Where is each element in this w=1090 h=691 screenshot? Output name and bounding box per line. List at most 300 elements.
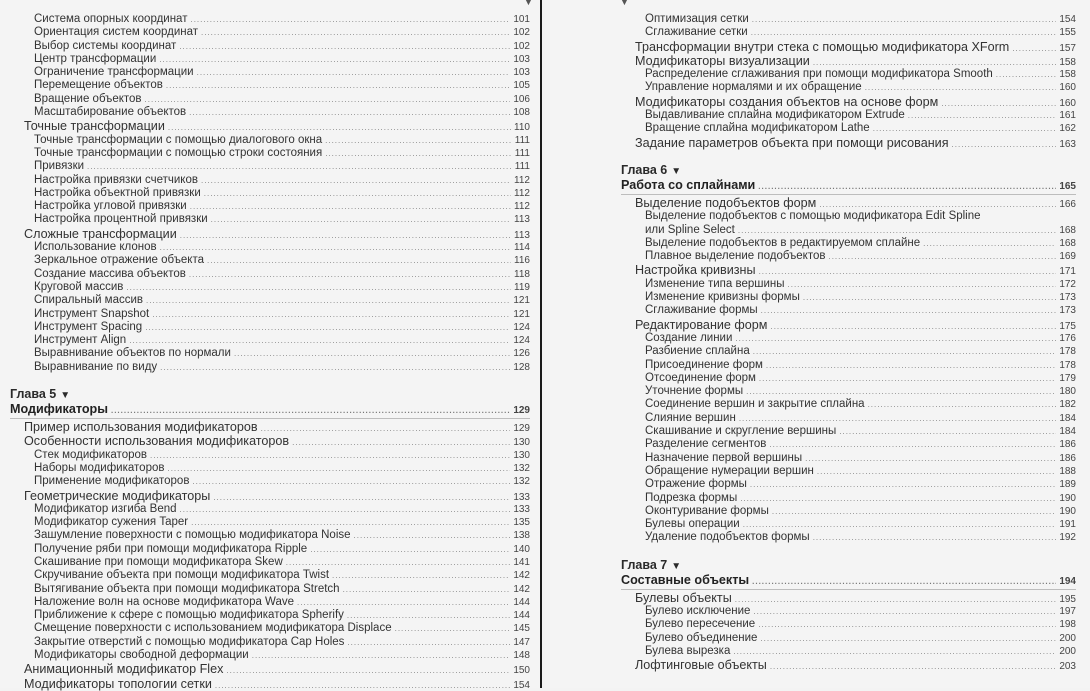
- dot-leader: [788, 278, 1057, 291]
- toc-subsection-row: [621, 531, 1076, 544]
- toc-entry-title: Выравнивание по виду: [34, 360, 158, 373]
- dot-leader: [766, 359, 1056, 372]
- toc-page-number: 154: [1059, 14, 1076, 25]
- toc-subsection-row: [621, 122, 1076, 135]
- dot-leader: [310, 543, 510, 556]
- dot-leader: [146, 294, 510, 307]
- toc-entry-title: Приближение к сфере с помощью модификатора Spherify: [34, 609, 344, 622]
- toc-page-number: 124: [513, 335, 530, 347]
- dot-leader: [769, 438, 1056, 451]
- toc-page-number: 166: [1059, 198, 1076, 210]
- toc-subsection-row: [621, 68, 1076, 81]
- dot-leader: [952, 138, 1057, 150]
- toc-page-number: 108: [513, 107, 530, 119]
- dot-leader: [126, 281, 511, 294]
- toc-entry-title: Вращение сплайна модификатором Lathe: [645, 122, 870, 135]
- dot-leader: [739, 412, 1057, 425]
- toc-subsection-row: [10, 134, 530, 147]
- toc-entry-title: Булево объединение: [645, 631, 758, 644]
- toc-entry-title: Модификаторы визуализации: [635, 53, 810, 68]
- toc-subsection-row: [10, 106, 530, 119]
- toc-page-number: 105: [513, 80, 530, 92]
- toc-subsection-row: [10, 503, 530, 516]
- toc-entry-title: Управление нормалями и их обращение: [645, 81, 862, 94]
- dot-leader: [159, 53, 510, 66]
- toc-page-number: 163: [1059, 138, 1076, 150]
- dot-leader: [759, 265, 1057, 277]
- toc-entry-title: Выбор системы координат: [34, 39, 177, 52]
- toc-page-number: 114: [514, 242, 530, 254]
- toc-entry-title: Модификаторы топологии сетки: [24, 676, 212, 691]
- toc-subsection-row: [10, 66, 530, 79]
- toc-page-number: 132: [513, 476, 530, 488]
- toc-entry-title: Скашивание при помощи модификатора Skew: [34, 555, 283, 568]
- top-marker-icon: ▼: [524, 0, 533, 7]
- toc-subsection-row: [10, 636, 530, 649]
- toc-page-number: 135: [513, 517, 530, 529]
- toc-page-number: 160: [1059, 82, 1076, 94]
- top-marker-icon: ▼: [620, 0, 629, 7]
- toc-page-number: 190: [1059, 505, 1076, 517]
- dot-leader: [733, 645, 1056, 658]
- toc-entry-title: Круговой массив: [34, 280, 124, 293]
- dot-leader: [129, 334, 510, 347]
- toc-subsection-row: [10, 241, 530, 254]
- toc-page-number: 145: [513, 623, 530, 635]
- toc-subsection-row: [621, 398, 1076, 411]
- toc-subsection-row: [621, 81, 1076, 94]
- toc-entry-title: Сглаживание формы: [645, 304, 758, 317]
- dot-leader: [197, 66, 511, 79]
- chapter-title: Глава 6: [621, 162, 668, 177]
- toc-section-row: [621, 136, 1076, 150]
- toc-page-number: 111: [514, 161, 530, 173]
- toc-subsection-row: [10, 516, 530, 529]
- chapter-rule: [621, 194, 1076, 195]
- toc-entry-title: Скашивание и скругление вершины: [645, 425, 837, 438]
- toc-section-row: [621, 591, 1076, 605]
- toc-subsection-row: [621, 425, 1076, 438]
- toc-page-number: 111: [514, 134, 530, 146]
- dot-leader: [152, 308, 510, 321]
- toc-subsection-row: [621, 412, 1076, 425]
- dot-leader: [252, 649, 511, 662]
- toc-entry-title: Получение ряби при помощи модификатора Ripple: [34, 542, 308, 555]
- toc-entry-title: Стек модификаторов: [34, 448, 147, 461]
- toc-page-number: 178: [1059, 359, 1076, 371]
- toc-subsection-row: [10, 160, 530, 173]
- dot-leader: [204, 187, 511, 200]
- toc-page-number: 158: [1059, 56, 1076, 68]
- dot-leader: [923, 237, 1056, 250]
- dot-leader: [261, 422, 511, 434]
- toc-entry-title: Слияние вершин: [645, 411, 736, 424]
- toc-page-number: 103: [513, 67, 530, 79]
- dot-leader: [332, 569, 510, 582]
- toc-entry-title: Применение модификаторов: [34, 475, 190, 488]
- dot-leader: [758, 179, 1056, 193]
- toc-page-number: 192: [1059, 532, 1076, 544]
- toc-page-number: 172: [1059, 278, 1076, 290]
- dot-leader: [750, 478, 1056, 491]
- toc-page-number: 130: [513, 437, 530, 449]
- toc-subsection-row: [10, 462, 530, 475]
- toc-entry-title: Точные трансформации с помощью строки состояния: [34, 146, 323, 159]
- toc-subsection-row: [10, 596, 530, 609]
- toc-entry-title: Разбиение сплайна: [645, 345, 750, 358]
- toc-entry-title: Оконтуривание формы: [645, 504, 769, 517]
- toc-page-number: 195: [1059, 593, 1076, 605]
- toc-page-number: 111: [514, 147, 530, 159]
- toc-entry-title: Составные объекты: [621, 572, 750, 587]
- toc-subsection-row: [621, 359, 1076, 372]
- dot-leader: [735, 332, 1056, 345]
- toc-entry-title: Выделение подобъектов в редактируемом сплайне: [645, 236, 921, 249]
- toc-entry-title: Булева вырезка: [645, 644, 731, 657]
- toc-subsection-row: [621, 618, 1076, 631]
- toc-entry-title: Присоединение форм: [645, 358, 763, 371]
- toc-section-row: [621, 196, 1076, 210]
- dot-leader: [735, 593, 1057, 605]
- triangle-down-icon: ▼: [671, 165, 682, 177]
- toc-subsection-row: [10, 529, 530, 542]
- toc-page-number: 180: [1059, 386, 1076, 398]
- toc-section-row: [621, 54, 1076, 68]
- toc-page-number: 130: [513, 449, 530, 461]
- chapter-rule: [621, 589, 1076, 590]
- toc-subsection-row: [10, 347, 530, 360]
- toc-page-number: 168: [1059, 237, 1076, 249]
- toc-page-number: 186: [1059, 439, 1076, 451]
- toc-page-number: 101: [513, 14, 530, 25]
- dot-leader: [839, 425, 1056, 438]
- toc-section-row: [10, 227, 530, 241]
- toc-subsection-row: [10, 543, 530, 556]
- toc-page-number: 154: [513, 679, 530, 691]
- toc-subsection-row: [10, 187, 530, 200]
- dot-leader: [179, 40, 510, 53]
- toc-chapter-title-row: [10, 402, 530, 417]
- dot-leader: [201, 26, 510, 39]
- toc-entry-title: Настройка привязки счетчиков: [34, 173, 198, 186]
- dot-leader: [819, 198, 1056, 210]
- toc-page-number: 194: [1059, 575, 1076, 587]
- toc-page-number: 178: [1059, 346, 1076, 358]
- toc-subsection-row: [10, 147, 530, 160]
- toc-entry-title: Изменение кривизны формы: [645, 291, 800, 304]
- dot-leader: [873, 122, 1057, 135]
- toc-subsection-row: [10, 475, 530, 488]
- toc-page-number: 112: [514, 187, 530, 199]
- toc-page-number: 200: [1059, 632, 1076, 644]
- dot-leader: [190, 200, 511, 213]
- dot-leader: [813, 56, 1057, 68]
- toc-page-number: 160: [1059, 97, 1076, 109]
- toc-entry-title: Зеркальное отражение объекта: [34, 254, 204, 267]
- toc-subsection-row: [621, 250, 1076, 263]
- dot-leader: [828, 250, 1056, 263]
- toc-subsection-row: [621, 645, 1076, 658]
- toc-entry-title: Наборы модификаторов: [34, 461, 165, 474]
- dot-leader: [746, 385, 1056, 398]
- chapter-title: Глава 7: [621, 557, 668, 572]
- toc-entry-title: Инструмент Snapshot: [34, 307, 150, 320]
- toc-entry-title: Выделение подобъектов с помощью модификатора Edit Spline: [645, 210, 981, 223]
- toc-entry-title: Вращение объектов: [34, 92, 142, 105]
- toc-subsection-row: [10, 556, 530, 569]
- toc-page-number: 142: [513, 570, 530, 582]
- dot-leader: [297, 596, 510, 609]
- toc-section-row: [10, 434, 530, 448]
- toc-page-number: 141: [513, 556, 530, 568]
- dot-leader: [805, 452, 1056, 465]
- toc-page-number: 118: [514, 268, 530, 280]
- toc-entry-title: Соединение вершин и закрытие сплайна: [645, 398, 865, 411]
- dot-leader: [292, 436, 510, 448]
- toc-page-number: 191: [1059, 519, 1076, 531]
- toc-section-row: [10, 662, 530, 676]
- toc-subsection-row: [621, 109, 1076, 122]
- toc-page-number: 162: [1059, 123, 1076, 135]
- toc-entry-title: Отсоединение форм: [645, 371, 756, 384]
- toc-page-number: 132: [513, 462, 530, 474]
- toc-page-number: 179: [1059, 372, 1076, 384]
- toc-page-number: 129: [513, 405, 530, 417]
- toc-page-number: 102: [513, 40, 530, 52]
- toc-subsection-row: [10, 79, 530, 92]
- dot-leader: [770, 660, 1056, 672]
- toc-entry-title: или Spline Select: [645, 223, 735, 236]
- toc-page-number: 189: [1059, 479, 1076, 491]
- toc-entry-title: Булевы операции: [645, 518, 740, 531]
- toc-page-number: 150: [513, 665, 530, 677]
- toc-subsection-row: [10, 609, 530, 622]
- toc-subsection-row: [10, 583, 530, 596]
- toc-subsection-row: [621, 13, 1076, 26]
- toc-entry-title: Пример использования модификаторов: [24, 420, 258, 435]
- toc-subsection-row: [621, 372, 1076, 385]
- toc-page-number: 119: [514, 281, 530, 293]
- dot-leader: [941, 97, 1056, 109]
- toc-chapter-title-row: [621, 178, 1076, 193]
- toc-subsection-row: [10, 174, 530, 187]
- toc-subsection-row: [621, 385, 1076, 398]
- toc-entry-title: Центр трансформации: [34, 52, 157, 65]
- toc-page-number: 116: [514, 255, 530, 267]
- toc-entry-title: Смещение поверхности с использованием модификатора Displace: [34, 622, 392, 635]
- toc-page-number: 173: [1059, 305, 1076, 317]
- toc-subsection-row: [621, 518, 1076, 531]
- toc-entry-title: Распределение сглаживания при помощи модификатора Smooth: [645, 68, 993, 81]
- toc-entry-title: Плавное выделение подобъектов: [645, 250, 826, 263]
- toc-page-number: 148: [513, 650, 530, 662]
- toc-entry-title: Сглаживание сетки: [645, 26, 748, 39]
- dot-leader: [817, 465, 1056, 478]
- dot-leader: [865, 81, 1057, 94]
- toc-entry-title: Работа со сплайнами: [621, 177, 756, 192]
- chapter-rule: [10, 418, 530, 419]
- dot-leader: [168, 121, 511, 133]
- toc-subsection-row: [621, 452, 1076, 465]
- toc-page-number: 113: [514, 214, 530, 226]
- toc-page-number: 138: [513, 530, 530, 542]
- dot-leader: [753, 605, 1056, 618]
- dot-leader: [996, 68, 1057, 81]
- toc-entry-title: Настройка объектной привязки: [34, 186, 201, 199]
- toc-subsection-row: [621, 438, 1076, 451]
- toc-entry-title: Уточнение формы: [645, 385, 744, 398]
- dot-leader: [211, 213, 511, 226]
- toc-subsection-row: [621, 210, 1076, 223]
- toc-subsection-row: [10, 649, 530, 662]
- dot-leader: [325, 134, 512, 147]
- toc-subsection-row: [10, 200, 530, 213]
- dot-leader: [180, 229, 511, 241]
- dot-leader: [166, 79, 510, 92]
- toc-section-row: [10, 420, 530, 434]
- dot-leader: [189, 106, 510, 119]
- toc-page-number: 165: [1059, 180, 1076, 192]
- toc-entry-title: Зашумление поверхности с помощью модификатора Noise: [34, 529, 351, 542]
- toc-entry-title: Ориентация систем координат: [34, 26, 199, 39]
- toc-subsection-row: [621, 304, 1076, 317]
- toc-page-number: 124: [513, 321, 530, 333]
- toc-chapter-title-row: [621, 573, 1076, 588]
- toc-page-number: 102: [513, 27, 530, 39]
- toc-entry-title: Создание линии: [645, 331, 733, 344]
- toc-section-row: [621, 263, 1076, 277]
- dot-leader: [213, 491, 510, 503]
- dot-leader: [207, 254, 511, 267]
- toc-entry-title: Настройка угловой привязки: [34, 200, 187, 213]
- dot-leader: [759, 372, 1056, 385]
- toc-page-number: 113: [514, 229, 530, 241]
- toc-entry-title: Спиральный массив: [34, 294, 144, 307]
- dot-leader: [192, 475, 510, 488]
- toc-page-number: 197: [1059, 605, 1076, 617]
- toc-entry-title: Отражение формы: [645, 478, 747, 491]
- dot-leader: [738, 224, 1056, 237]
- toc-section-row: [10, 677, 530, 691]
- dot-leader: [770, 320, 1056, 332]
- toc-page-number: 175: [1059, 320, 1076, 332]
- toc-entry-title: Изменение типа вершины: [645, 277, 785, 290]
- toc-subsection-row: [621, 291, 1076, 304]
- toc-page-number: 173: [1059, 292, 1076, 304]
- toc-entry-title: Наложение волн на основе модификатора Wave: [34, 595, 295, 608]
- toc-entry-title: Оптимизация сетки: [645, 13, 749, 25]
- toc-entry-title: Инструмент Align: [34, 334, 127, 347]
- dot-leader: [740, 492, 1056, 505]
- toc-page-number: 186: [1059, 452, 1076, 464]
- toc-page-number: 200: [1059, 645, 1076, 657]
- toc-entry-title: Ограничение трансформации: [34, 66, 194, 79]
- toc-subsection-row: [10, 321, 530, 334]
- toc-page-number: 128: [513, 361, 530, 373]
- toc-page-number: 121: [513, 295, 530, 307]
- toc-entry-title: Анимационный модификатор Flex: [24, 662, 224, 677]
- toc-entry-title: Обращение нумерации вершин: [645, 464, 814, 477]
- dot-leader: [354, 529, 511, 542]
- dot-leader: [191, 516, 510, 529]
- triangle-down-icon: ▼: [671, 560, 682, 572]
- toc-subsection-row: [10, 334, 530, 347]
- toc-subsection-row: [10, 569, 530, 582]
- dot-leader: [87, 160, 512, 173]
- dot-leader: [1012, 42, 1056, 54]
- toc-entry-title: Скручивание объекта при помощи модификатора Twist: [34, 569, 330, 582]
- toc-subsection-row: [10, 13, 530, 26]
- toc-entry-title: Выделение подобъектов форм: [635, 195, 817, 210]
- toc-page-number: 184: [1059, 426, 1076, 438]
- toc-page-number: 126: [513, 348, 530, 360]
- toc-entry-title: Вытягивание объекта при помощи модификатора Stretch: [34, 582, 340, 595]
- toc-page-number: 112: [514, 201, 530, 213]
- dot-leader: [743, 518, 1057, 531]
- toc-entry-title: Разделение сегментов: [645, 438, 767, 451]
- toc-subsection-row: [10, 361, 530, 374]
- dot-leader: [180, 503, 511, 516]
- toc-right-column: [621, 13, 1076, 672]
- toc-section-row: [10, 489, 530, 503]
- toc-left-column: [10, 13, 530, 691]
- toc-subsection-row: [621, 26, 1076, 39]
- toc-entry-title: Настройка процентной привязки: [34, 213, 208, 226]
- dot-leader: [772, 505, 1056, 518]
- dot-leader: [761, 304, 1057, 317]
- toc-entry-title: Использование клонов: [34, 241, 157, 254]
- toc-page-number: 157: [1059, 42, 1076, 54]
- dot-leader: [325, 147, 512, 160]
- toc-page-number: 190: [1059, 492, 1076, 504]
- toc-entry-title: Геометрические модификаторы: [24, 488, 211, 503]
- toc-page-number: 171: [1059, 266, 1076, 278]
- toc-subsection-row: [621, 465, 1076, 478]
- toc-page-number: 188: [1059, 465, 1076, 477]
- toc-page-number: 121: [513, 308, 530, 320]
- dot-leader: [167, 462, 510, 475]
- chapter-heading: [10, 387, 530, 402]
- toc-entry-title: Булево исключение: [645, 604, 751, 617]
- toc-subsection-row: [10, 268, 530, 281]
- dot-leader: [160, 241, 511, 254]
- chapter-heading: [621, 163, 1076, 178]
- dot-leader: [752, 13, 1057, 26]
- toc-entry-title: Закрытие отверстий с помощью модификатора Cap Holes: [34, 635, 345, 648]
- dot-leader: [753, 345, 1057, 358]
- dot-leader: [343, 583, 511, 596]
- toc-page-number: 110: [514, 122, 530, 134]
- toc-subsection-row: [621, 345, 1076, 358]
- toc-entry-title: Модификаторы свободной деформации: [34, 649, 249, 662]
- toc-page-number: 142: [513, 583, 530, 595]
- toc-subsection-row: [621, 505, 1076, 518]
- toc-page-number: 140: [513, 543, 530, 555]
- toc-subsection-row: [10, 449, 530, 462]
- toc-page-number: 133: [513, 491, 530, 503]
- toc-entry-title: Точные трансформации с помощью диалогового окна: [34, 133, 323, 146]
- toc-page-number: 169: [1059, 251, 1076, 263]
- dot-leader: [234, 347, 510, 360]
- dot-leader: [803, 291, 1056, 304]
- toc-subsection-row: [621, 237, 1076, 250]
- dot-leader: [760, 632, 1056, 645]
- toc-page-number: 129: [513, 423, 530, 435]
- dot-leader: [752, 574, 1056, 588]
- toc-entry-title: Модификатор сужения Taper: [34, 516, 189, 529]
- toc-page-number: 168: [1059, 224, 1076, 236]
- dot-leader: [751, 26, 1057, 39]
